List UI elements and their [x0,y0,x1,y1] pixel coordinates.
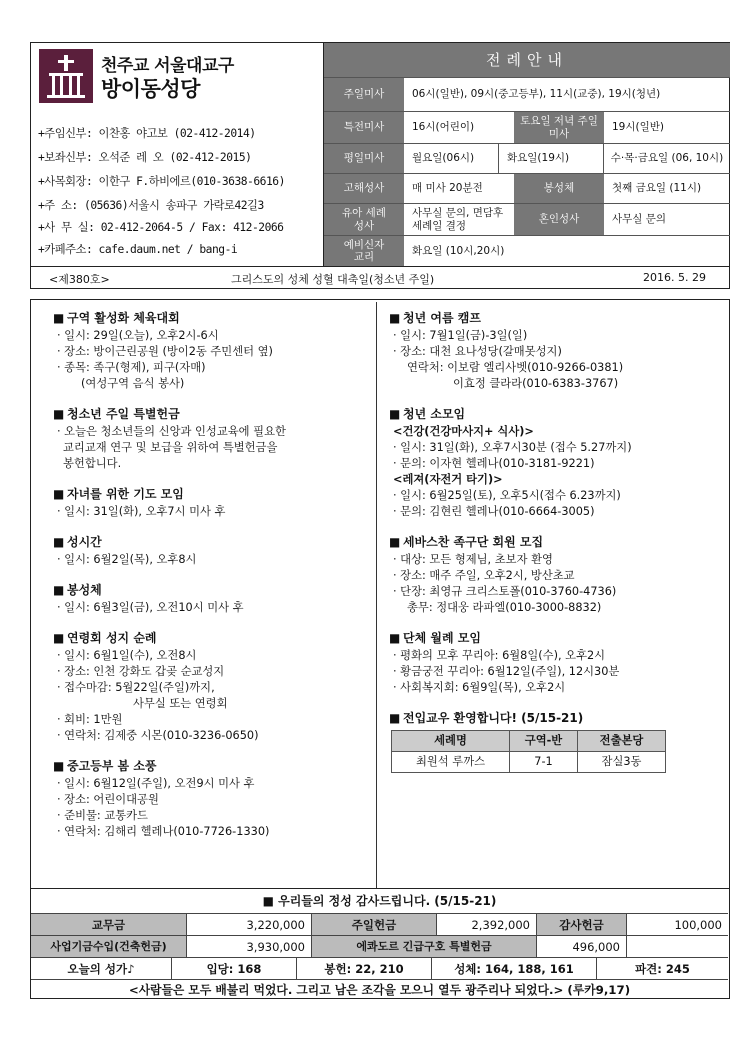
contact-pastor: +주임신부: 이찬홍 야고보 (02-412-2014) [38,127,256,140]
section-title: 세바스찬 족구단 회원 모집 [403,535,544,549]
section-line: · 준비물: 교통카드 [57,809,148,822]
issue-bar [30,267,730,289]
offering-amount: 3,930,000 [186,936,311,958]
square-bullet-icon: ■ [389,535,401,549]
hymn-label: 오늘의 성가♪ [67,962,135,976]
hymn-recessional: 파견: 245 [596,958,728,980]
section-line: · 일시: 6월12일(주일), 오전9시 미사 후 [57,777,255,790]
table-header: 세례명 [392,731,510,752]
section-new-parishioners [389,710,719,773]
contact-address: +주 소: (05636)서울시 송파구 가락로42길3 [38,199,264,212]
section-line: · 장소: 방이근린공원 (방이2동 주민센터 옆) [57,345,273,358]
section-line: · 사회복지회: 6월9일(목), 오후2시 [393,681,566,694]
contact-council-president: +사목회장: 이한구 F.하비에르(010-3638-6616) [38,175,285,188]
section-line: · 일시: 6월25일(토), 오후5시(접수 6.23까지) [393,489,621,502]
square-bullet-icon: ■ [53,535,65,549]
section-spring-picnic [53,758,371,840]
section-line: · 일시: 6월2일(목), 오후8시 [57,553,197,566]
section-line: · 황금궁전 꾸리아: 6월12일(주일), 12시30분 [393,665,620,678]
contact-assistant-priest: +보좌신부: 오석준 레 오 (02-412-2015) [38,151,252,164]
section-line: 이효정 클라라(010-6383-3767) [453,377,619,390]
square-bullet-icon: ■ [389,311,401,325]
offering-label: 사업기금수입(건축헌금) [31,936,186,958]
scripture-verse: <사람들은 모두 배불리 먹었다. 그리고 남은 조각을 모으니 열두 광주리나 되었다.> (루카9,17) [31,979,728,999]
section-line: 교리교재 연구 및 보급을 위하여 특별헌금을 [63,441,278,454]
offering-label: 주일헌금 [311,914,436,936]
special-mass-label: 특전미사 [324,112,404,143]
schedule-row-baptism [324,203,730,235]
section-title: 청년 소모임 [403,407,466,421]
section-pilgrimage [53,630,371,744]
schedule-row-confession [324,173,730,203]
section-line: · 일시: 7월1일(금)-3일(일) [393,329,528,342]
section-children-prayer [53,486,371,520]
offering-empty-cell [626,936,728,958]
section-youth-offering [53,406,371,472]
section-line: · 일시: 6월3일(금), 오전10시 미사 후 [57,601,244,614]
section-line: · 회비: 1만원 [57,713,123,726]
diocese-name: 천주교 서울대교구 [101,56,234,76]
contact-cafe: +카페주소: cafe.daum.net / bang-i [38,243,238,256]
section-line: · 장소: 어린이대공원 [57,793,159,806]
contact-office: +사 무 실: 02-412-2064-5 / Fax: 412-2066 [38,221,284,234]
bulletin-header [30,42,730,267]
table-header: 구역-반 [510,731,578,752]
sunday-mass-value: 06시(일반), 09시(중고등부), 11시(교중), 19시(청년) [412,88,661,101]
section-line: (여성구역 음식 봉사) [81,377,185,390]
offering-amount: 100,000 [626,914,728,936]
section-title: 구역 활성화 체육대회 [67,311,180,325]
table-header: 전출본당 [578,731,666,752]
section-holy-hour [53,534,371,568]
schedule-row-sunday [324,77,730,111]
section-summer-camp [389,310,719,392]
sunday-mass-label: 주일미사 [324,78,404,111]
section-line: · 평화의 모후 꾸리아: 6월8일(수), 오후2시 [393,649,606,662]
offering-row-1 [31,913,728,935]
section-line: · 접수마감: 5월22일(주일)까지, [57,681,215,694]
section-monthly-meetings [389,630,719,696]
offering-amount: 496,000 [536,936,626,958]
hymn-offertory: 봉헌: 22, 210 [296,958,431,980]
communion-visit-label: 봉성체 [514,174,604,203]
square-bullet-icon: ■ [389,631,401,645]
header-divider [323,43,324,266]
offering-label: 감사헌금 [536,914,626,936]
section-line: · 오늘은 청소년들의 신앙과 인성교육에 필요한 [57,425,286,438]
offering-summary [30,889,730,999]
section-sports-day [53,310,371,392]
square-bullet-icon: ■ [53,583,65,597]
square-bullet-icon: ■ [53,631,65,645]
weekday-mass-wed-fri: 수·목·금요일 (06, 10시) [610,152,724,165]
section-line: · 문의: 이자현 헬레나(010-3181-9221) [393,457,595,470]
communion-visit-value: 첫째 금요일 (11시) [612,182,702,195]
schedule-row-weekday [324,143,730,173]
column-divider [376,302,377,888]
section-line: · 일시: 6월1일(수), 오전8시 [57,649,197,662]
hymn-row [31,957,728,979]
confession-value: 매 미사 20분전 [412,182,483,195]
right-column [389,310,719,787]
infant-baptism-label: 유아 세례성사 [324,204,404,235]
section-line: · 연락처: 김해리 헬레나(010-7726-1330) [57,825,270,838]
offering-row-2 [31,935,728,957]
special-mass-value: 16시(어린이) [412,121,475,134]
table-row [392,752,666,773]
issue-number: <제380호> [49,273,110,286]
section-title: 연령회 성지 순례 [67,631,157,645]
confession-label: 고해성사 [324,174,404,203]
section-line: · 연락처: 김제중 시몬(010-3236-0650) [57,729,259,742]
section-line: · 일시: 31일(화), 오후7시 미사 후 [57,505,226,518]
weekday-mass-monday: 월요일(06시) [404,144,499,173]
table-cell: 잠실3동 [578,752,666,773]
section-youth-groups [389,406,719,520]
section-line: · 문의: 김현린 헬레나(010-6664-3005) [393,505,595,518]
marriage-value: 사무실 문의 [612,213,667,226]
section-line: · 일시: 31일(화), 오후7시30분 (접수 5.27까지) [393,441,632,454]
section-line: · 장소: 인천 강화도 갑곶 순교성지 [57,665,225,678]
section-title: 봉성체 [67,583,102,597]
square-bullet-icon: ■ [53,311,65,325]
table-header-row [392,731,666,752]
parish-name: 방이동성당 [101,77,200,101]
subgroup-title: <건강(건강마사지+ 식사)> [393,425,534,438]
square-bullet-icon: ■ [53,407,65,421]
liturgy-schedule [324,43,730,266]
section-title: 청년 여름 캠프 [403,311,481,325]
hymn-entrance: 입당: 168 [171,958,296,980]
table-cell: 7-1 [510,752,578,773]
saturday-mass-label: 토요일 저녁 주일 미사 [514,112,604,143]
offering-label: 교무금 [31,914,186,936]
section-line: · 장소: 매주 주일, 오후2시, 방산초교 [393,569,575,582]
saturday-mass-value: 19시(일반) [612,121,664,134]
offering-amount: 3,220,000 [186,914,311,936]
catechumen-label: 예비신자 교리 [324,236,404,266]
schedule-title: 전례안내 [324,43,730,77]
offering-amount: 2,392,000 [436,914,536,936]
offering-title: ■ 우리들의 정성 감사드립니다. (5/15-21) [262,894,497,908]
weekday-mass-tuesday: 화요일(19시) [499,144,604,173]
hymn-communion: 성체: 164, 188, 161 [431,958,596,980]
section-communion-visit [53,582,371,616]
section-title: 단체 월례 모임 [403,631,481,645]
square-bullet-icon: ■ [389,711,401,725]
section-line: 총무: 정대웅 라파엘(010-3000-8832) [407,601,602,614]
transfer-table [391,730,666,773]
section-title: 자녀를 위한 기도 모임 [67,487,184,501]
section-title: 청소년 주일 특별헌금 [67,407,180,421]
section-title: 중고등부 봄 소풍 [67,759,157,773]
subgroup-title: <레져(자전거 타기)> [393,473,503,486]
schedule-row-special [324,111,730,143]
section-line: · 종목: 족구(형제), 피구(자매) [57,361,206,374]
section-football-club [389,534,719,616]
marriage-label: 혼인성사 [514,204,604,235]
section-line: · 일시: 29일(오늘), 오후2시-6시 [57,329,219,342]
schedule-row-catechumen [324,235,730,266]
feast-title: 그리스도의 성체 성혈 대축일(청소년 주일) [231,273,435,286]
section-line: · 장소: 대천 요나성당(갈매못성지) [393,345,562,358]
section-line: · 대상: 모든 형제님, 초보자 환영 [393,553,553,566]
weekday-mass-label: 평일미사 [324,144,404,173]
parish-logo [39,49,93,103]
church-logo-icon [39,49,93,103]
offering-label: 에콰도르 긴급구호 특별헌금 [311,936,536,958]
section-line: 사무실 또는 연령회 [133,697,228,710]
square-bullet-icon: ■ [53,487,65,501]
catechumen-value: 화요일 (10시,20시) [412,244,505,257]
issue-date: 2016. 5. 29 [643,271,706,284]
left-column [53,310,371,854]
section-line: 봉헌합니다. [63,457,122,470]
infant-baptism-value: 사무실 문의, 면담후 세례일 결정 [412,207,504,232]
section-line: 연락처: 이보람 엘리사벳(010-9266-0381) [407,361,624,374]
parish-info [31,43,324,266]
section-line: · 단장: 최영규 크리스토폴(010-3760-4736) [393,585,617,598]
square-bullet-icon: ■ [389,407,401,421]
section-title: 성시간 [67,535,102,549]
section-title: 전입교우 환영합니다! (5/15-21) [403,711,584,725]
table-cell: 최원석 루까스 [392,752,510,773]
announcements [30,299,730,889]
square-bullet-icon: ■ [53,759,65,773]
